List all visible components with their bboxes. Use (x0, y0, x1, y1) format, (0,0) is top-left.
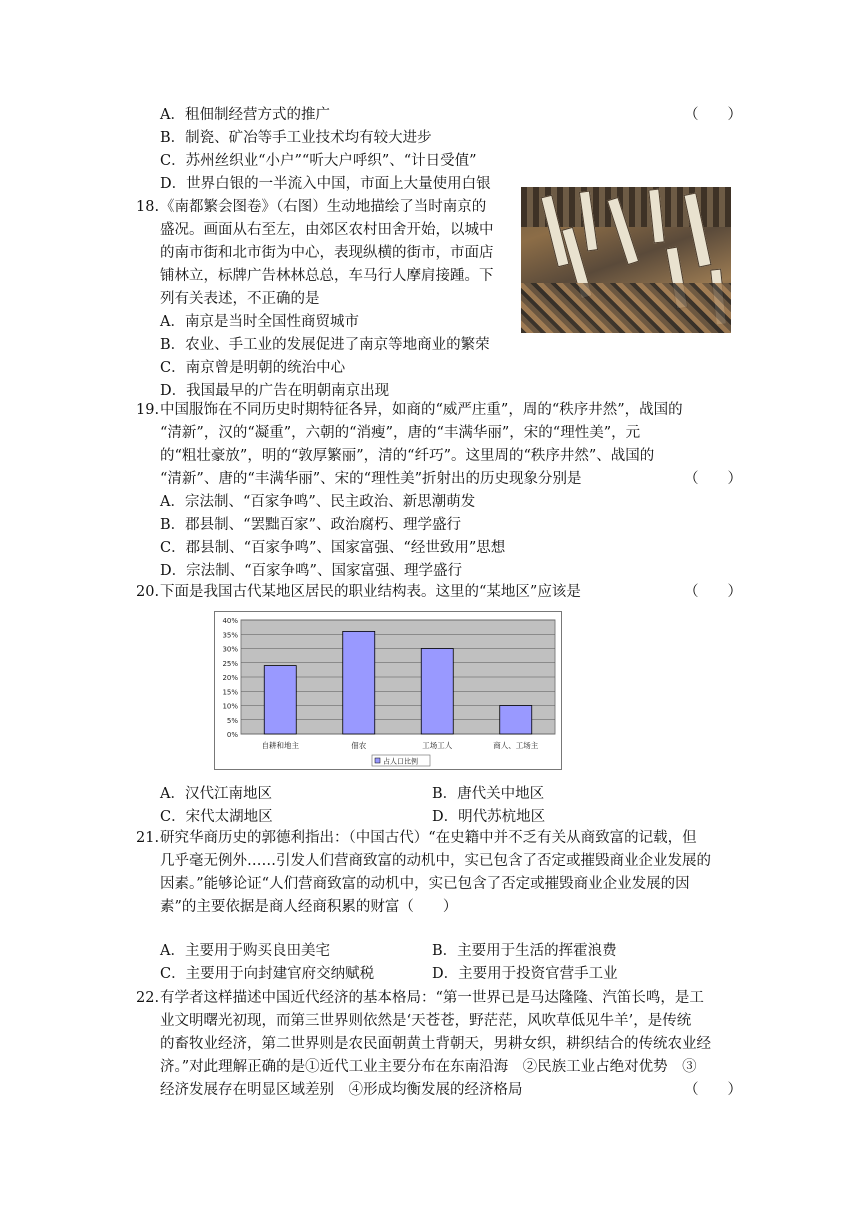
q19-option-b: B．郡县制、“罢黜百家”、政治腐朽、理学盛行 (160, 517, 461, 533)
q20-number: 20. (136, 584, 160, 600)
q22-stem-line: 业文明曙光初现，而第三世界则依然是‘天苍苍，野茫茫，风吹草低见牛羊’，是传统 (160, 1013, 692, 1029)
q20-option-b: B．唐代关中地区 (432, 786, 545, 802)
q17-answer-bracket: （ ） (684, 107, 742, 123)
q18-stem-line: 盛况。画面从右至左，由郊区农村田舍开始，以城中 (160, 222, 494, 238)
q21-stem-line: 研究华商历史的郭德利指出：（中国古代）“在史籍中并不乏有关从商致富的记载，但 (160, 830, 697, 846)
q17-option-a: A．租佃制经营方式的推广 (160, 107, 330, 123)
q22-stem-line: 经济发展存在明显区域差别 ④形成均衡发展的经济格局 (160, 1082, 523, 1098)
q21-option-c: C．主要用于向封建官府交纳赋税 (160, 966, 375, 982)
bar (343, 631, 375, 734)
q22-stem-line: 济。”对此理解正确的是①近代工业主要分布在东南沿海 ②民族工业占绝对优势 ③ (160, 1059, 697, 1075)
q17-option-d: D．世界白银的一半流入中国，市面上大量使用白银 (160, 176, 491, 192)
x-tick-label: 佃农 (351, 741, 367, 750)
q18-option-c: C．南京曾是明朝的统治中心 (160, 360, 346, 376)
x-tick-label: 工场工人 (422, 741, 453, 750)
q21-option-d: D．主要用于投资官营手工业 (432, 966, 618, 982)
q19-number: 19. (136, 402, 160, 418)
q21-stem-line: 因素。”能够论证“人们营商致富的动机中，实已包含了否定或摧毁商业企业发展的因 (160, 876, 690, 892)
q19-stem-line: 中国服饰在不同历史时期特征各异，如商的“威严庄重”，周的“秩序井然”，战国的 (160, 402, 683, 418)
q18-option-a: A．南京是当时全国性商贸城市 (160, 314, 359, 330)
q21-stem-line: 几乎毫无例外……引发人们营商致富的动机中，实已包含了否定或摧毁商业企业发展的 (160, 853, 711, 869)
x-tick-label: 商人、工场主 (493, 741, 539, 750)
y-tick-label: 35% (222, 631, 238, 640)
y-tick-label: 5% (226, 716, 238, 725)
q18-number: 18. (136, 199, 160, 215)
bar (421, 649, 453, 735)
q19-stem-line: 的“粗壮豪放”，明的“敦厚繁丽”，清的“纤巧”。这里周的“秩序井然”、战国的 (160, 448, 655, 464)
q19-stem-line: “清新”、唐的“丰满华丽”、宋的“理性美”折射出的历史现象分别是 (160, 471, 582, 487)
y-tick-label: 25% (222, 659, 238, 668)
q17-option-c: C．苏州丝织业“小户”“听大户呼织”、“计日受值” (160, 153, 477, 169)
q18-option-b: B．农业、手工业的发展促进了南京等地商业的繁荣 (160, 337, 490, 353)
q20-option-c: C．宋代太湖地区 (160, 809, 273, 825)
q22-number: 22. (136, 990, 160, 1006)
q19-option-a: A．宗法制、“百家争鸣”、民主政治、新思潮萌发 (160, 494, 476, 510)
q18-stem-line: 的南市街和北市街为中心，表现纵横的街市，市面店 (160, 245, 494, 261)
occupation-structure-chart (214, 611, 562, 770)
q21-option-a: A．主要用于购买良田美宅 (160, 943, 330, 959)
q18-option-d: D．我国最早的广告在明朝南京出现 (160, 383, 390, 399)
legend-swatch (375, 758, 380, 763)
y-tick-label: 30% (222, 645, 238, 654)
q18-stem-line: 列有关表述，不正确的是 (160, 291, 320, 307)
q19-option-d: D．宗法制、“百家争鸣”、国家富强、理学盛行 (160, 563, 462, 579)
q21-number: 21. (136, 830, 160, 846)
q19-stem-line: “清新”，汉的“凝重”，六朝的“消瘦”，唐的“丰满华丽”，宋的“理性美”，元 (160, 425, 641, 441)
y-tick-label: 40% (222, 617, 238, 625)
y-tick-label: 15% (222, 688, 238, 697)
y-tick-label: 10% (222, 702, 238, 711)
q18-stem-line: 《南都繁会图卷》（右图）生动地描绘了当时南京的 (160, 199, 487, 215)
occupation-bar-chart-svg (215, 612, 561, 769)
q17-option-b: B．制瓷、矿冶等手工业技术均有较大进步 (160, 130, 432, 146)
q21-option-b: B．主要用于生活的挥霍浪费 (432, 943, 617, 959)
q20-stem: 下面是我国古代某地区居民的职业结构表。这里的“某地区”应该是 (160, 584, 581, 600)
q20-option-d: D．明代苏杭地区 (432, 809, 546, 825)
q18-stem-line: 铺林立，标牌广告林林总总，车马行人摩肩接踵。下 (160, 268, 494, 284)
bar (264, 666, 296, 734)
q19-option-c: C．郡县制、“百家争鸣”、国家富强、“经世致用”思想 (160, 540, 506, 556)
q19-answer-bracket: （ ） (684, 471, 742, 487)
q22-stem-line: 的畜牧业经济，第二世界则是农民面朝黄土背朝天，男耕女织，耕织结合的传统农业经 (160, 1036, 711, 1052)
nandu-painting-image (521, 187, 731, 333)
q22-answer-bracket: （ ） (684, 1082, 742, 1098)
legend-label: 占人口比例 (383, 757, 418, 766)
q21-stem-line: 素”的主要依据是商人经商积累的财富（ ） (160, 899, 458, 915)
q20-answer-bracket: （ ） (684, 584, 742, 600)
y-tick-label: 20% (222, 674, 238, 682)
q22-stem-line: 有学者这样描述中国近代经济的基本格局：“第一世界已是马达隆隆、汽笛长鸣，是工 (160, 990, 704, 1006)
bar (500, 706, 532, 735)
q20-option-a: A．汉代江南地区 (160, 786, 272, 802)
x-tick-label: 自耕和地主 (261, 741, 299, 750)
y-tick-label: 0% (226, 731, 238, 739)
